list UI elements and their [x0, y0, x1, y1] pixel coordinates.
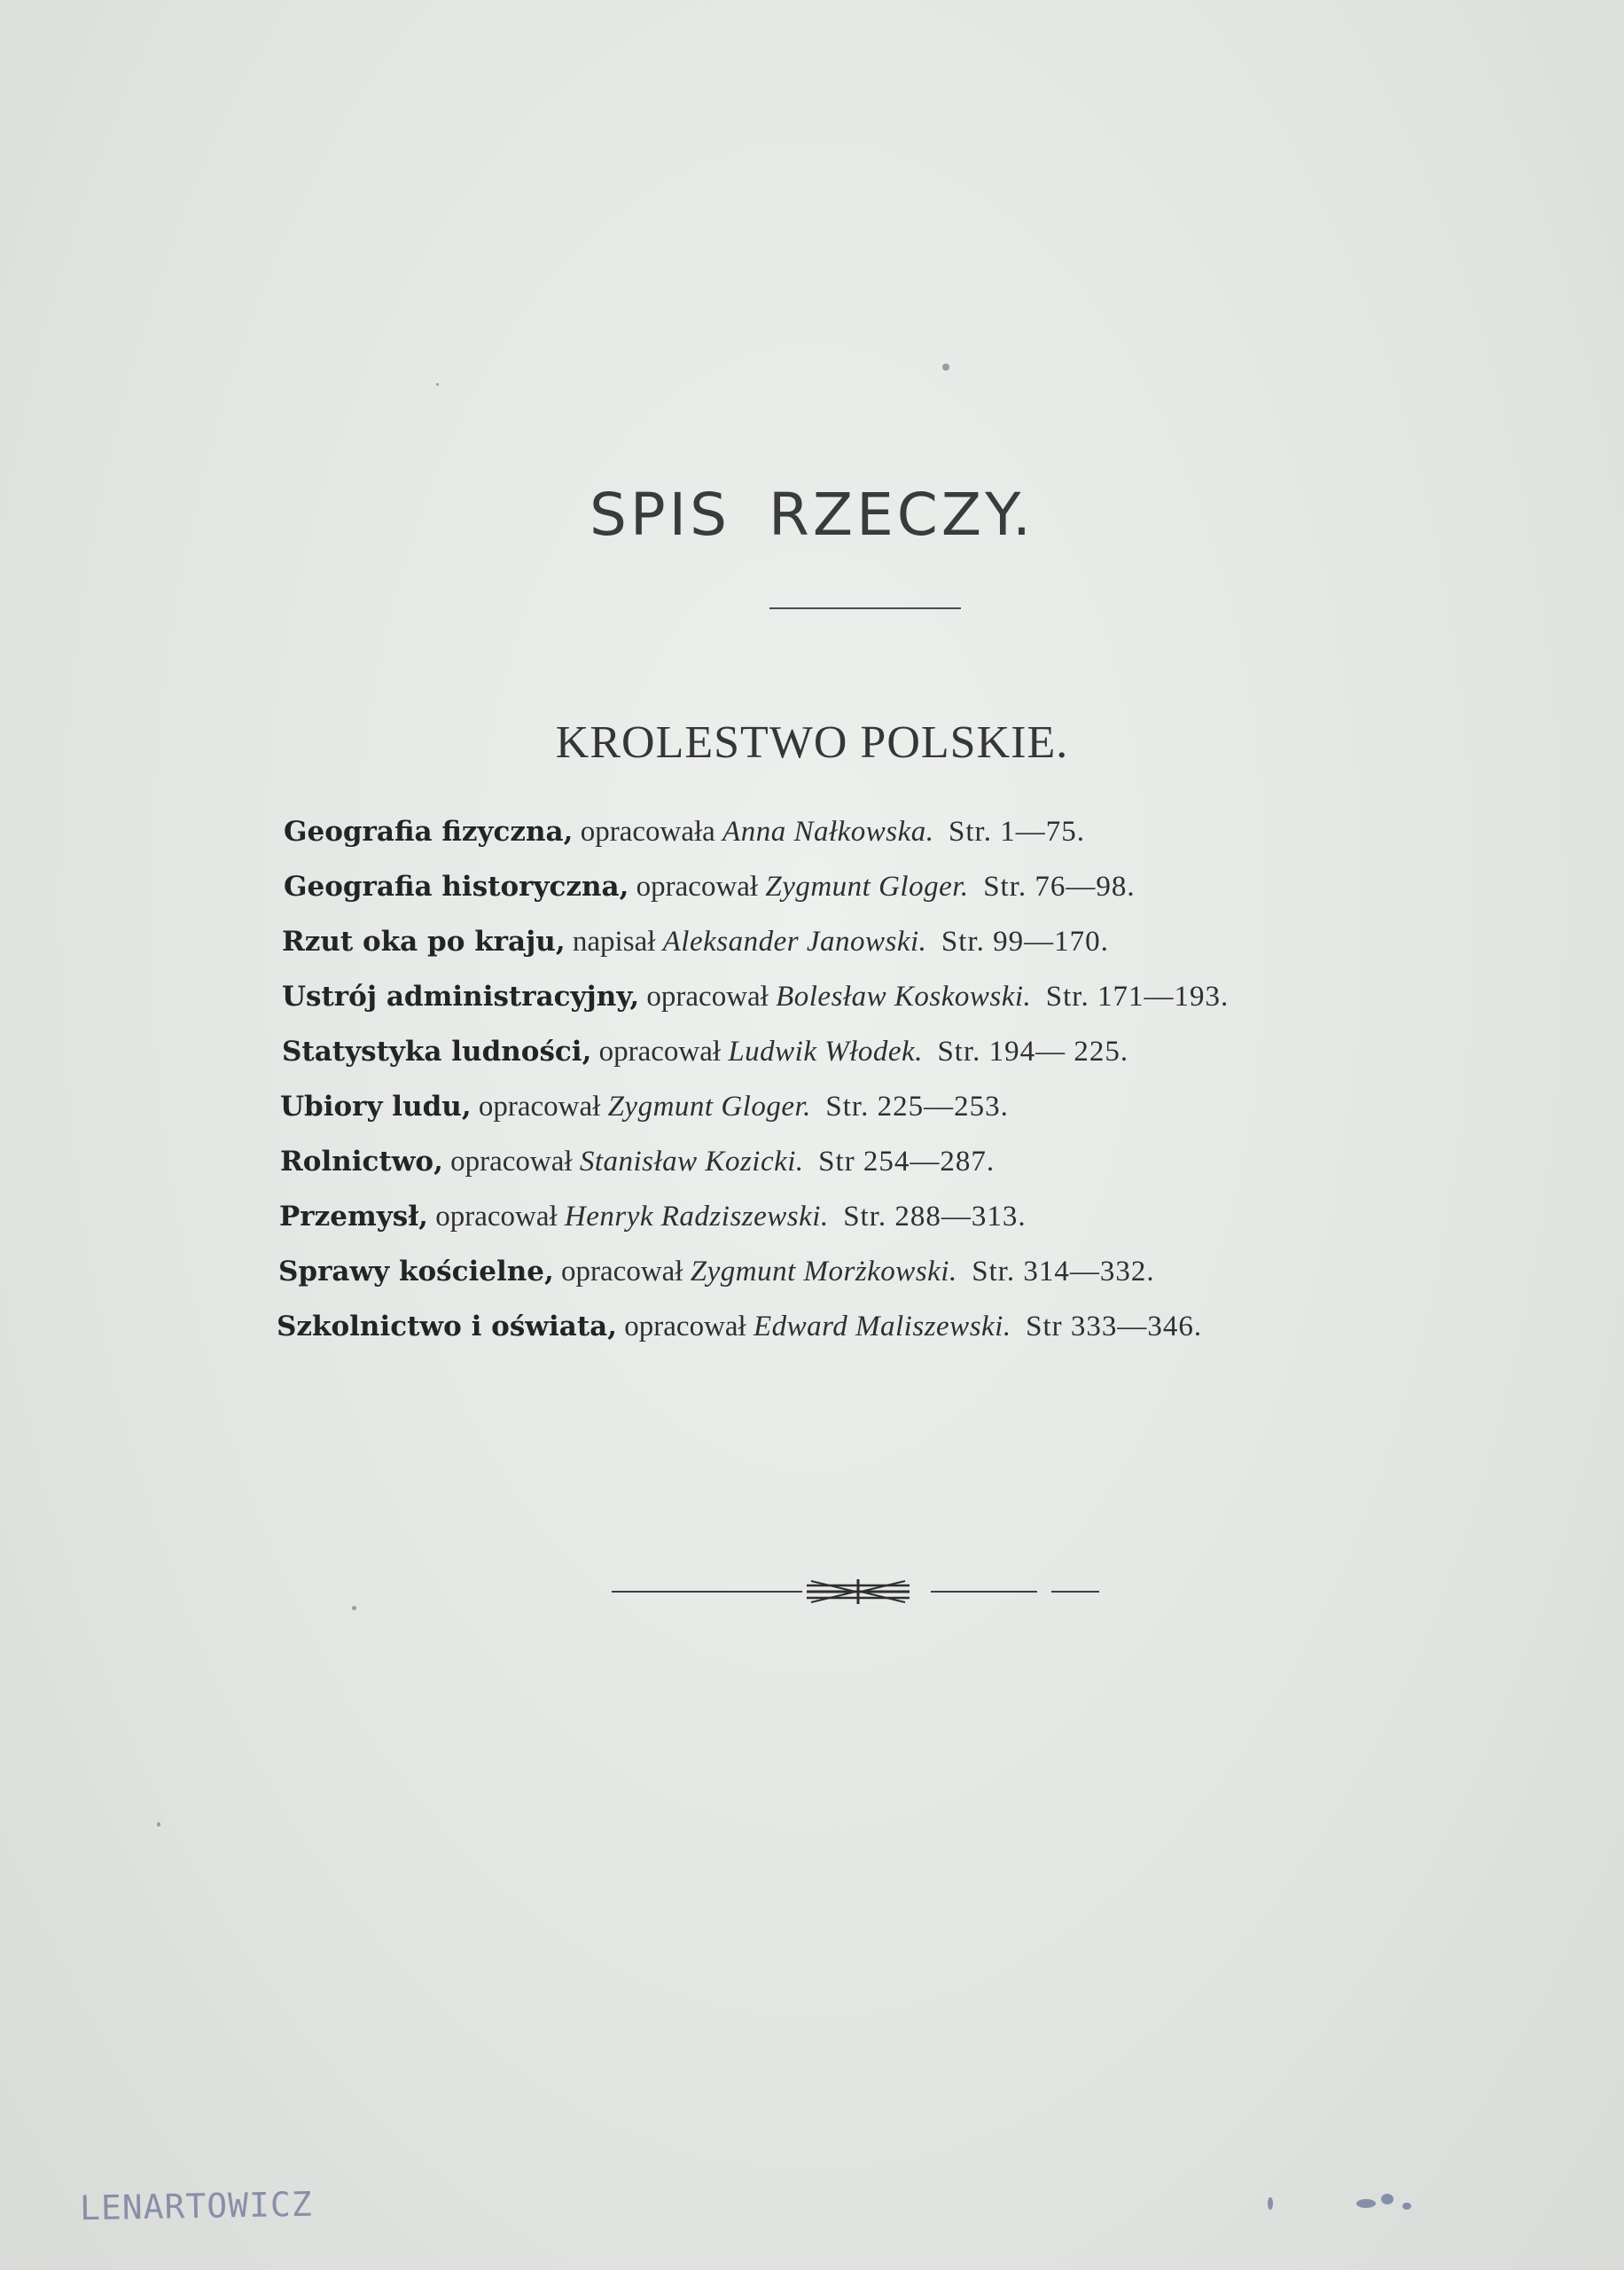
toc-entry-title: Rzut oka po kraju,	[282, 926, 566, 958]
toc-entry-pages: Str. 1—75.	[949, 816, 1085, 848]
ink-mark	[1356, 2199, 1376, 2208]
toc-entry-pages: Str. 225—253.	[825, 1091, 1009, 1123]
toc-entry-role: opracował	[598, 1036, 722, 1068]
toc-entry-title: Geografia fizyczna,	[284, 816, 574, 848]
toc-entry-pages: Str. 76—98.	[983, 871, 1136, 903]
toc-entry-role: opracował	[478, 1091, 601, 1123]
ink-mark	[1381, 2194, 1394, 2204]
toc-entry-pages: Str. 314—332.	[972, 1256, 1155, 1288]
page-title: SPIS RZECZY.	[589, 481, 1035, 550]
toc-entry-author: Zygmunt Gloger.	[765, 871, 969, 903]
title-divider	[769, 607, 961, 609]
toc-entry-title: Szkolnictwo i oświata,	[277, 1311, 618, 1342]
toc-entry-role: opracował	[450, 1146, 573, 1178]
toc-entry-pages: Str. 99—170.	[941, 926, 1109, 958]
library-stamp: LENARTOWICZ	[79, 2184, 314, 2228]
toc-entry-pages: Str. 171—193.	[1045, 981, 1230, 1013]
toc-entry	[282, 979, 1229, 1014]
toc-entry-role: opracował	[561, 1256, 683, 1288]
toc-entry-title: Ubiory ludu,	[280, 1091, 472, 1123]
toc-entry-title: Ustrój administracyjny,	[282, 981, 640, 1013]
toc-entry-author: Edward Maliszewski.	[753, 1311, 1011, 1342]
toc-entry-title: Geografia historyczna,	[284, 871, 629, 903]
paper-speck	[942, 364, 949, 371]
toc-entry	[284, 869, 1136, 904]
toc-entry-role: opracował	[435, 1201, 558, 1233]
toc-entry-pages: Str. 194— 225.	[937, 1036, 1129, 1068]
toc-entry	[280, 1089, 1009, 1124]
toc-entry-title: Statystyka ludności,	[282, 1036, 592, 1068]
toc-entry-pages: Str. 288—313.	[843, 1201, 1027, 1233]
toc-entry-role: opracowała	[580, 816, 715, 848]
toc-entry-author: Zygmunt Gloger.	[607, 1091, 811, 1123]
toc-entry	[282, 924, 1109, 959]
toc-entry-author: Stanisław Kozicki.	[579, 1146, 804, 1178]
paper-speck	[157, 1822, 160, 1827]
toc-entry-title: Rolnictwo,	[280, 1146, 443, 1178]
toc-entry	[279, 1199, 1027, 1234]
toc-entry-author: Anna Nałkowska.	[722, 816, 934, 848]
toc-entry-author: Zygmunt Morżkowski.	[690, 1256, 957, 1288]
toc-entry-title: Sprawy kościelne,	[278, 1256, 554, 1288]
toc-entry	[284, 814, 1085, 849]
toc-entry-pages: Str 254—287.	[818, 1146, 995, 1178]
ink-mark	[1402, 2203, 1411, 2210]
toc-entry-role: opracował	[636, 871, 759, 903]
toc-entry-pages: Str 333—346.	[1026, 1311, 1203, 1342]
toc-entry-author: Bolesław Koskowski.	[776, 981, 1032, 1013]
paper-speck	[436, 383, 439, 386]
toc-entry-title: Przemysł,	[279, 1201, 428, 1233]
toc-entry-author: Ludwik Włodek.	[728, 1036, 923, 1068]
toc-entry-author: Henryk Radziszewski.	[564, 1201, 829, 1233]
toc-entry	[282, 1034, 1128, 1069]
paper-speck	[352, 1606, 356, 1610]
toc-entry	[280, 1144, 995, 1179]
decorative-divider	[612, 1574, 1099, 1609]
section-heading: KROLESTWO POLSKIE.	[555, 717, 1069, 768]
toc-entry	[278, 1254, 1155, 1289]
toc-entry-author: Aleksander Janowski.	[662, 926, 927, 958]
toc-entry-role: opracował	[646, 981, 769, 1013]
ink-mark	[1268, 2197, 1273, 2210]
toc-entry	[277, 1309, 1202, 1344]
toc-entry-role: opracował	[624, 1311, 746, 1342]
toc-entry-role: napisał	[572, 926, 656, 958]
